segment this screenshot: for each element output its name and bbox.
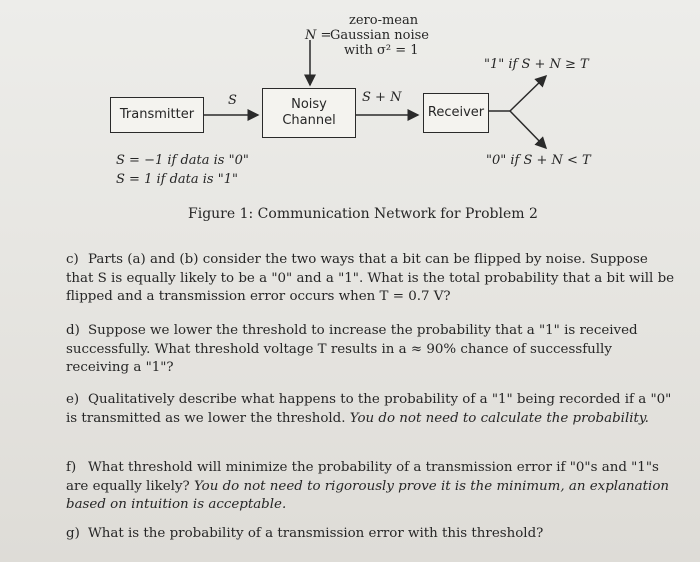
question-text: Suppose we lower the threshold to increase the probability that a "1" is received successfully. What threshold voltage T results in a ≈ 90% chance of successfully receiving a "1"? bbox=[66, 323, 638, 375]
receiver-box bbox=[423, 93, 489, 133]
arrow-decision-one bbox=[510, 76, 546, 111]
question-text: What threshold will minimize the probability of a transmission error if "0"s and "1"s are equally likely? bbox=[66, 460, 659, 494]
question-label: e) bbox=[66, 392, 80, 407]
noise-label-line-3: with σ² = 1 bbox=[344, 43, 419, 58]
question-note: You do not need to rigorously prove it is the minimum, an explanation based on intuition is acceptable. bbox=[66, 478, 670, 512]
transmitter-label: Transmitter bbox=[119, 107, 195, 122]
question-d bbox=[66, 322, 676, 378]
question-text: Qualitatively describe what happens to the probability of a "1" being recorded if a "0" is transmitted as we lower the threshold. bbox=[66, 392, 672, 426]
signal-s-label: S bbox=[228, 93, 237, 108]
question-label: d) bbox=[66, 323, 80, 338]
s-definition-zero: S = −1 if data is "0" bbox=[116, 153, 249, 168]
question-label: f) bbox=[66, 460, 77, 475]
noise-label-line-2: Gaussian noise bbox=[330, 28, 429, 43]
arrow-decision-zero bbox=[510, 111, 546, 148]
signal-sum-label: S + N bbox=[362, 90, 402, 105]
question-label: g) bbox=[66, 526, 80, 541]
output-one-condition: "1" if S + N ≥ T bbox=[484, 57, 589, 72]
question-f bbox=[66, 459, 676, 515]
noise-label-line-1: zero-mean bbox=[349, 13, 419, 28]
question-text: Parts (a) and (b) consider the two ways that a bit can be flipped by noise. Suppose that S is equally likely to be a "0" and a "1". What is the total probability that a bit will be flipped and a transmission error occurs when T = 0.7 V? bbox=[66, 252, 675, 304]
transmitter-box bbox=[110, 97, 204, 133]
communication-diagram bbox=[0, 0, 700, 200]
question-c bbox=[66, 251, 676, 307]
question-text: What is the probability of a transmission error with this threshold? bbox=[88, 526, 544, 541]
channel-label-line-2: Channel bbox=[282, 113, 336, 128]
output-zero-condition: "0" if S + N < T bbox=[486, 153, 591, 168]
noisy-channel-box bbox=[262, 88, 356, 138]
question-g bbox=[66, 525, 676, 544]
noise-variable-label: N = bbox=[305, 28, 332, 43]
channel-label-line-1: Noisy bbox=[291, 97, 327, 112]
receiver-label: Receiver bbox=[427, 105, 485, 120]
question-label: c) bbox=[66, 252, 79, 267]
s-definition-one: S = 1 if data is "1" bbox=[116, 172, 238, 187]
figure-caption: Figure 1: Communication Network for Problem 2 bbox=[188, 206, 538, 222]
question-note: You do not need to calculate the probability. bbox=[349, 410, 649, 426]
question-e bbox=[66, 391, 676, 428]
